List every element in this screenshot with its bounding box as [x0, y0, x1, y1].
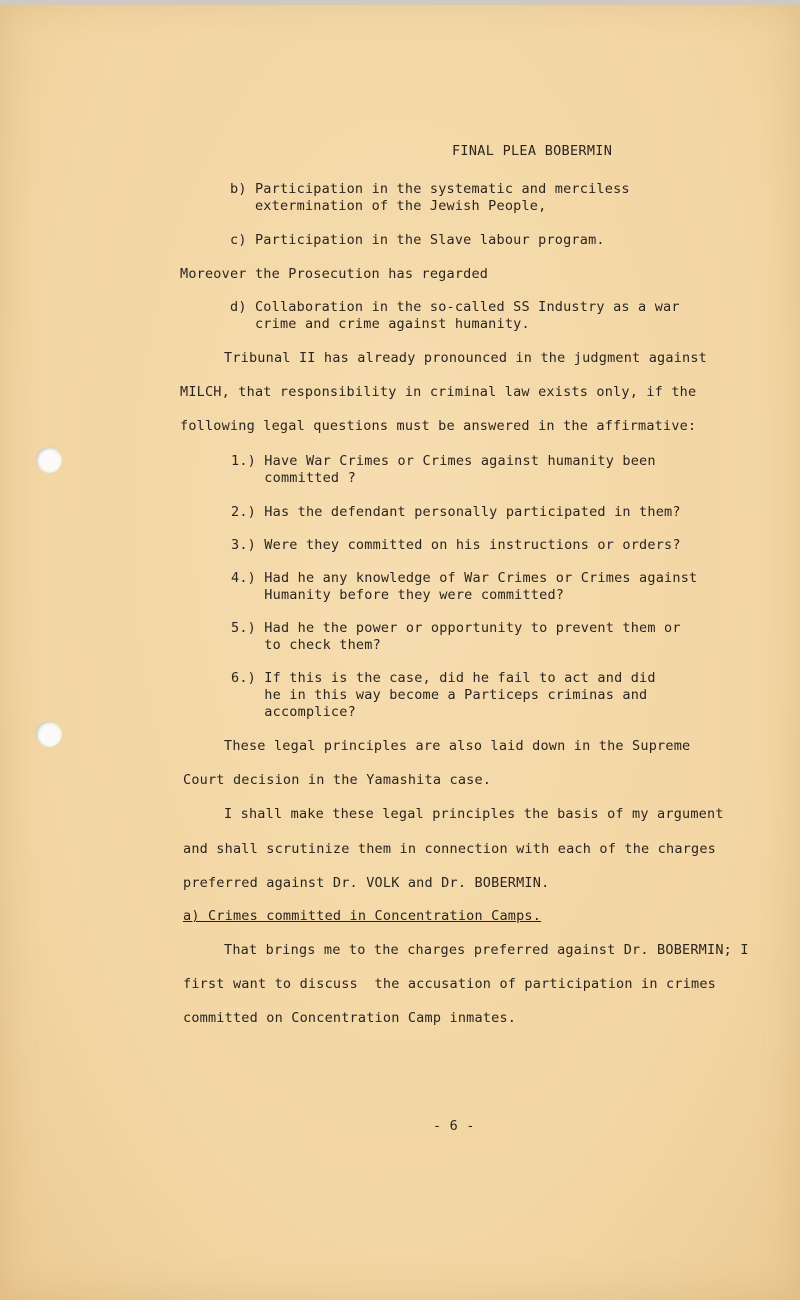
text-line: 5.) Had he the power or opportunity to prevent them or	[231, 620, 681, 636]
punch-hole-upper	[36, 447, 62, 473]
section-heading: a) Crimes committed in Concentration Camps.	[183, 908, 542, 924]
page-header: FINAL PLEA BOBERMIN	[452, 143, 613, 159]
text-line: d) Collaboration in the so-called SS Industry as a war	[230, 299, 680, 315]
punch-hole-lower	[36, 721, 62, 747]
text-line: That brings me to the charges preferred against Dr. BOBERMIN; I	[224, 942, 749, 958]
text-line: b) Participation in the systematic and merciless	[230, 181, 630, 197]
text-line: extermination of the Jewish People,	[230, 198, 547, 214]
text-line: he in this way become a Particeps criminas and	[231, 687, 648, 703]
text-line: Moreover the Prosecution has regarded	[180, 266, 489, 282]
text-line: 3.) Were they committed on his instructions or orders?	[231, 537, 681, 553]
text-line: and shall scrutinize them in connection with each of the charges	[183, 841, 716, 857]
text-line: Tribunal II has already pronounced in the judgment against	[224, 350, 708, 366]
text-line: to check them?	[231, 637, 381, 653]
text-line: Court decision in the Yamashita case.	[183, 772, 492, 788]
text-line: c) Participation in the Slave labour program.	[230, 232, 605, 248]
text-line: I shall make these legal principles the basis of my argument	[224, 806, 724, 822]
text-line: committed on Concentration Camp inmates.	[183, 1010, 517, 1026]
text-line: These legal principles are also laid down in the Supreme	[224, 738, 691, 754]
text-line: committed ?	[231, 470, 356, 486]
text-line: 2.) Has the defendant personally participated in them?	[231, 504, 681, 520]
text-line: first want to discuss the accusation of participation in crimes	[183, 976, 716, 992]
text-line: following legal questions must be answered in the affirmative:	[180, 418, 697, 434]
paper-edge	[0, 0, 800, 5]
text-line: preferred against Dr. VOLK and Dr. BOBERMIN.	[183, 875, 550, 891]
text-line: 1.) Have War Crimes or Crimes against humanity been	[231, 453, 656, 469]
text-line: Humanity before they were committed?	[231, 587, 565, 603]
text-line: 4.) Had he any knowledge of War Crimes or Crimes against	[231, 570, 698, 586]
text-line: accomplice?	[231, 704, 356, 720]
text-line: 6.) If this is the case, did he fail to act and did	[231, 670, 656, 686]
text-line: MILCH, that responsibility in criminal law exists only, if the	[180, 384, 697, 400]
text-line: crime and crime against humanity.	[230, 316, 530, 332]
page-number: - 6 -	[433, 1118, 475, 1134]
